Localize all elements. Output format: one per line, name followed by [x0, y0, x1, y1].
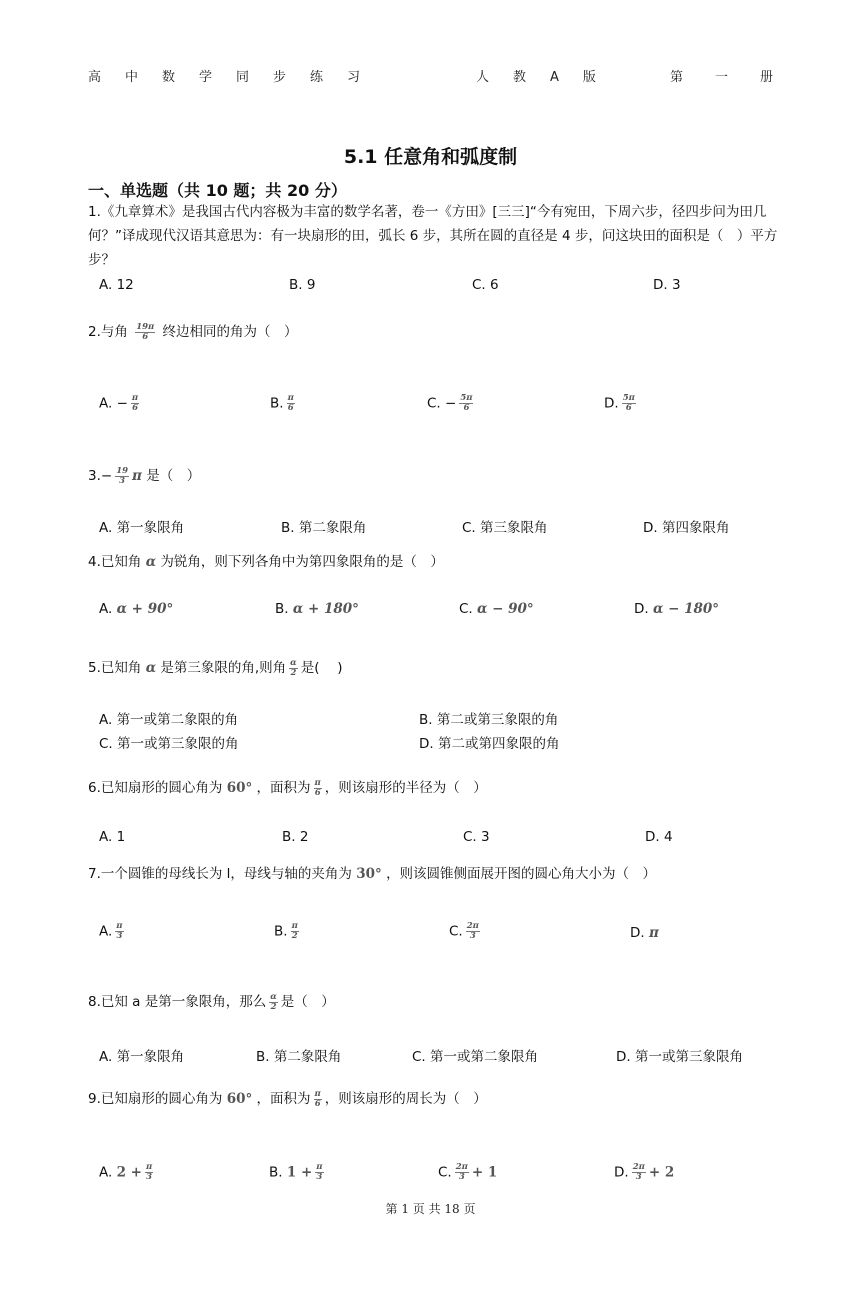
q6-option-b: B. 2	[282, 829, 309, 845]
q7-option-a: A. $\frac{\pi}{3}$	[99, 921, 123, 941]
q2-option-b: B. $\frac{\pi}{6}$	[270, 393, 294, 413]
q2-pre: 2.与角	[88, 324, 128, 340]
q5-option-c: C. 第一或第三象限的角	[99, 736, 239, 752]
q1-option-c: C. 6	[472, 277, 499, 293]
question-1: 1.《九章算术》是我国古代内容极为丰富的数学名著，卷一《方田》[三三]“今有宛田，下周六步，径四步问为田几何？”译成现代汉语其意思为：有一块扇形的田，弧长 6 步，其所在圆的直径是 4 步，问这块田的面积是（ ）平方步？	[88, 204, 778, 268]
question-3: 3.− $\frac{19}{3}$ π 是（ ）	[88, 465, 201, 486]
question-2	[88, 320, 298, 344]
q8-option-c: C. 第一或第二象限角	[412, 1049, 539, 1065]
page-title: 5.1 任意角和弧度制	[343, 146, 518, 168]
q7-option-b: B. $\frac{\pi}{2}$	[274, 921, 298, 941]
q9-option-c: C. $\frac{2\pi}{3}$ + 1	[438, 1162, 498, 1182]
q2-fraction: $\frac{19\pi}{6}$	[136, 321, 155, 342]
q3-option-b: B. 第二象限角	[281, 520, 367, 536]
header-edition: 人教A版	[476, 70, 620, 85]
q3-option-a: A. 第一象限角	[99, 520, 185, 536]
q2-option-a: A. − $\frac{\pi}{6}$	[99, 393, 139, 413]
header-series: 高中数学同步练习	[88, 70, 385, 85]
q2-post: 终边相同的角为（ ）	[162, 324, 298, 340]
q9-option-a: A. 2 + $\frac{\pi}{3}$	[99, 1162, 153, 1182]
question-7: 7.一个圆锥的母线长为 l，母线与轴的夹角为 30° ，则该圆锥侧面展开图的圆心角大小为（ ）	[88, 866, 657, 882]
q2-option-d: D. $\frac{5\pi}{6}$	[604, 393, 635, 413]
q8-option-d: D. 第一或第三象限角	[616, 1049, 743, 1065]
question-4: 4.已知角 α 为锐角，则下列各角中为第四象限角的是（ ）	[88, 554, 444, 570]
q3-fraction: $\frac{19}{3}$	[116, 465, 129, 486]
question-9: 9.已知扇形的圆心角为 60° ，面积为 $\frac{\pi}{6}$ ，则该扇形的周长为（ ）	[88, 1088, 487, 1109]
q5-option-a: A. 第一或第二象限的角	[99, 712, 239, 728]
header-volume: 第一册	[670, 70, 806, 85]
section-heading: 一、单选题（共 10 题；共 20 分）	[88, 181, 347, 200]
q7-option-d: D. π	[630, 925, 659, 941]
q4-option-c: C. α − 90°	[459, 601, 534, 617]
q6-option-d: D. 4	[645, 829, 673, 845]
q8-fraction: $\frac{\alpha}{2}$	[270, 991, 277, 1012]
question-6: 6.已知扇形的圆心角为 60° ，面积为 $\frac{\pi}{6}$ ，则该扇形的半径为（ ）	[88, 777, 487, 798]
q1-option-a: A. 12	[99, 277, 134, 293]
question-8: 8.已知 a 是第一象限角，那么 $\frac{\alpha}{2}$ 是（ ）	[88, 991, 335, 1012]
q4-option-a: A. α + 90°	[99, 601, 174, 617]
q5-option-b: B. 第二或第三象限的角	[419, 712, 559, 728]
q6-fraction: $\frac{\pi}{6}$	[314, 777, 321, 798]
q7-option-c: C. $\frac{2\pi}{3}$	[449, 921, 479, 941]
q9-fraction: $\frac{\pi}{6}$	[314, 1088, 321, 1109]
q3-option-d: D. 第四象限角	[643, 520, 730, 536]
q4-option-b: B. α + 180°	[275, 601, 359, 617]
q4-option-d: D. α − 180°	[634, 601, 720, 617]
page-footer: 第 1 页 共 18 页	[385, 1202, 476, 1216]
q8-option-b: B. 第二象限角	[256, 1049, 342, 1065]
q3-option-c: C. 第三象限角	[462, 520, 548, 536]
q9-option-b: B. 1 + $\frac{\pi}{3}$	[269, 1162, 323, 1182]
q5-option-d: D. 第二或第四象限的角	[419, 736, 560, 752]
q2-option-c: C. − $\frac{5\pi}{6}$	[427, 393, 473, 413]
q9-option-d: D. $\frac{2\pi}{3}$ + 2	[614, 1162, 675, 1182]
q1-option-b: B. 9	[289, 277, 316, 293]
question-5: 5.已知角 α 是第三象限的角,则角 $\frac{\alpha}{2}$ 是( )	[88, 657, 343, 678]
q8-option-a: A. 第一象限角	[99, 1049, 185, 1065]
q6-option-a: A. 1	[99, 829, 126, 845]
q5-fraction: $\frac{\alpha}{2}$	[290, 657, 297, 678]
q1-option-d: D. 3	[653, 277, 681, 293]
q6-option-c: C. 3	[463, 829, 490, 845]
